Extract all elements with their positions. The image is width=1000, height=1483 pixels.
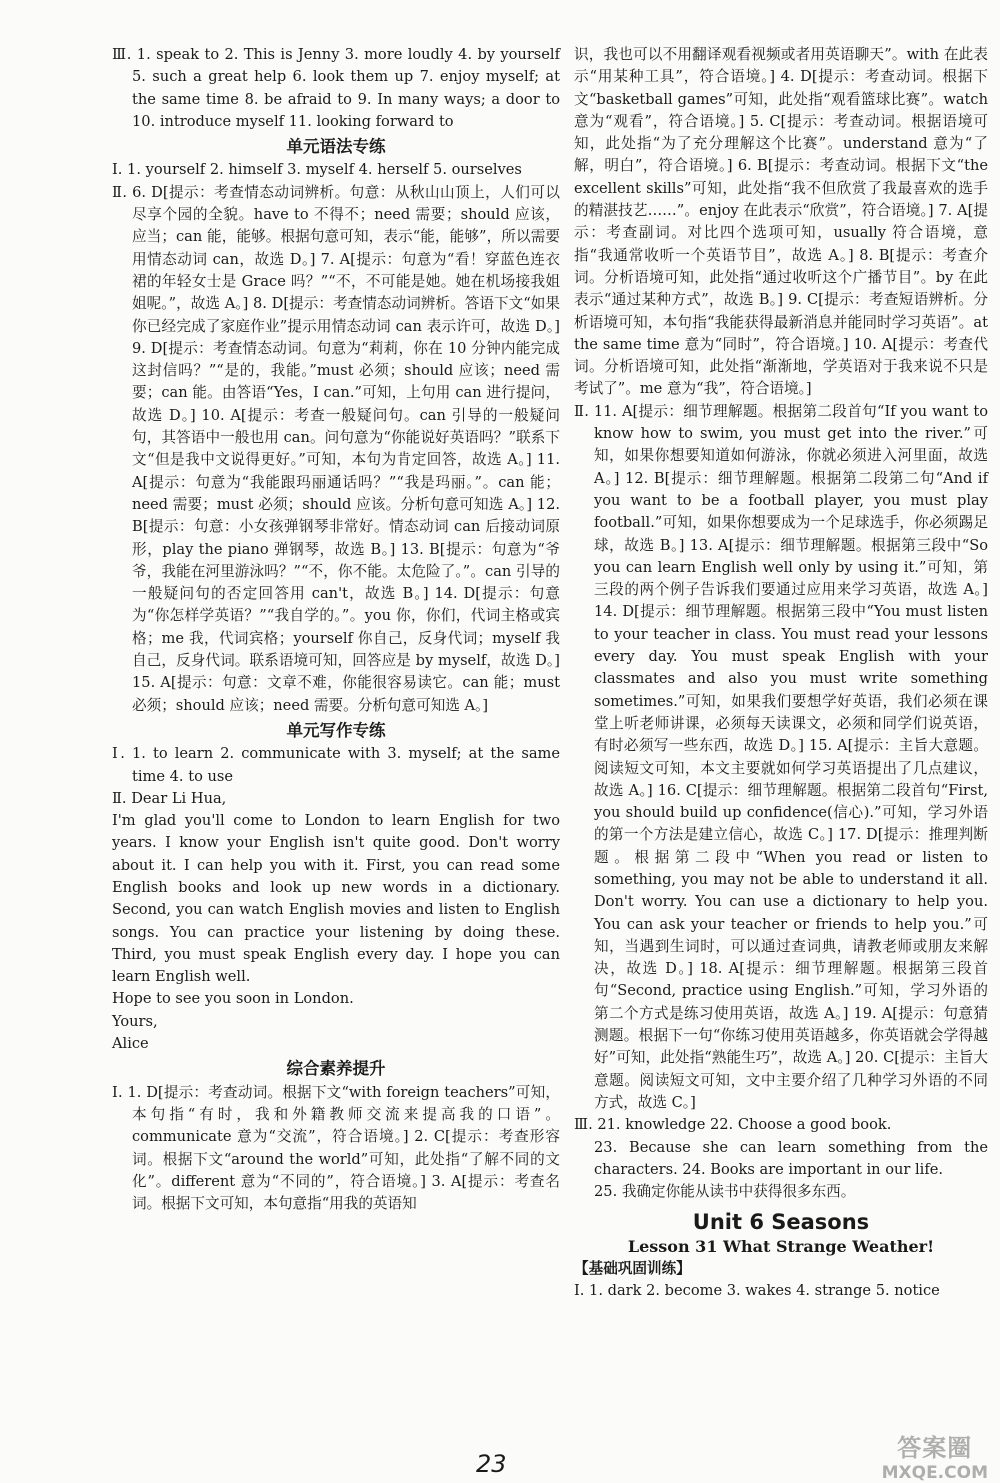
basic-part-i: Ⅰ. 1. dark 2. become 3. wakes 4. strange 5. notice (574, 1282, 940, 1300)
unit-title: Unit 6 Seasons (692, 1210, 870, 1235)
grammar-part-ii: Ⅱ. 6. D[提示：考查情态动词辨析。句意：从秋山山顶上，人们可以尽享个园的全貌。have to 不得不；need 需要；should 应该，应当；can 能，能够。根据句意可知，表示“能，能够”，所以需要用情态动词 can，故选 D。] 7. A[提示：句意为“看！穿蓝色连衣裙的年轻女士是 Grace 吗？”“不，不可能是她。她在机场接我姐姐呢。”，故选 A。] 8. D[提示：考查情态动词辨析。答语下文“如果你已经完成了家庭作业”提示用情态动词 can 表示许可，故选 D。] 9. D[提示：考查情态动词。句意为“莉莉，你在 10 分钟内能完成这封信吗？”“是的，我能。”must 必须；should 应该；need 需要；can 能。由答语“Yes，I can.”可知，上句用 can 进行提问，故选 D。] 10. A[提示：考查一般疑问句。can 引导的一般疑问句，其答语中一般也用 can。问句意为“你能说好英语吗？”联系下文“但是我中文说得更好。”可知，本句为肯定回答，故选 A。] 11. A[提示：句意为“我能跟玛丽通话吗？”“我是玛丽。”。can 能；need 需要；must 必须；should 应该。分析句意可知选 A。] 12. B[提示：句意：小女孩弹钢琴非常好。情态动词 can 后接动词原形，play the piano 弹钢琴，故选 B。] 13. B[提示：句意为“爷爷，我能在河里游泳吗？”“不，你不能。太危险了。”。can 引导的一般疑问句的否定回答用 can't，故选 B。] 14. D[提示：句意为“你怎样学英语？”“我自学的。”。you 你，你们，代词主格或宾格；me 我，代词宾格；yourself 你自己，反身代词；myself 我自己，反身代词。联系语境可知，回答应是 by myself，故选 D。] 15. A[提示：句意：文章不难，你能很容易读它。can 能；must 必须；should 应该；need 需要。分析句意可知选 A。] (112, 183, 560, 714)
part-iii-23-24: 23. Because she can learn something from the characters. 24. Books are important in our life. (594, 1138, 988, 1178)
watermark-text-cn: 答案圈 (897, 1434, 973, 1462)
heading-unit-grammar: 单元语法专练 (286, 137, 386, 157)
grammar-part-i: Ⅰ. 1. yourself 2. himself 3. myself 4. herself 5. ourselves (112, 161, 522, 179)
watermark-logo (882, 1428, 988, 1483)
lesson-title: Lesson 31 What Strange Weather! (627, 1236, 935, 1256)
heading-comprehensive: 综合素养提升 (286, 1059, 386, 1079)
section-iii-phrases: Ⅲ. 1. speak to 2. This is Jenny 3. more loudly 4. by yourself 5. such a great help 6. look them up 7. enjoy myself; at the same time 8. be afraid to 9. In many ways; a door to 10. introduce myself 11. looking forward to (112, 46, 560, 130)
heading-unit-writing: 单元写作专练 (286, 720, 386, 740)
writing-letter-body: I'm glad you'll come to London to learn English for two years. I know your English isn't quite good. Don't worry about it. I can help you with it. First, you can read some English books and look up new words in a dictionary. Second, you can watch English movies and listen to English songs. You can practice your listening by doing these. Third, you must speak English every day. I hope you can learn English well. (112, 812, 560, 986)
reading-part-ii: Ⅱ. 11. A[提示：细节理解题。根据第二段首句“If you want to know how to swim, you must get into the river.”可知，如果你想要知道如何游泳，你就必须进入河里面，故选 A。] 12. B[提示：细节理解题。根据第二段第二句“And if you want to be a football player, you must play football.”可知，如果你想要成为一个足球选手，你必须踢足球，故选 B。] 13. A[提示：细节理解题。根据第三段中“So you can learn English well only by using it.”可知，第三段的两个例子告诉我们要通过应用来学习英语，故选 A。] 14. D[提示：细节理解题。根据第三段中“You must listen to your teacher in class. You must read your lessons every day. You must speak English with your classmates and also you must write something sometimes.”可知，如果我们要想学好英语，我们必须在课堂上听老师讲课，必须每天读课文，必须和同学们说英语，有时必须写一些东西，故选 D。] 15. A[提示：主旨大意题。阅读短文可知，本文主要就如何学习英语提出了几点建议，故选 A。] 16. C[提示：细节理解题。根据第二段首句“First, you should build up confidence(信心).”可知，学习外语的第一个方法是建立信心，故选 C。] 17. D[提示：推理判断题。根据第二段中“When you read or listen to something, you may not be able to understand it all. Don't worry. You can use a dictionary to help you. You can ask your teacher or friends to help you.”可知，当遇到生词时，可以通过查词典，请教老师或朋友来解决，故选 D。] 18. A[提示：细节理解题。根据第三段首句“Second, practice using English.”可知，学习外语的第二个方式是练习使用英语，故选 A。] 19. A[提示：句意猜测题。根据下一句“你练习使用英语越多，你英语就会学得越好”可知，此处指“熟能生巧”，故选 A。] 20. C[提示：主旨大意题。阅读短文可知，文中主要介绍了几种学习外语的不同方式，故选 C。] (574, 402, 988, 1111)
writing-letter-signature: Alice (112, 1035, 149, 1053)
writing-letter-closing: Hope to see you soon in London. (112, 990, 354, 1008)
comprehensive-part-i-cont: 识，我也可以不用翻译观看视频或者用英语聊天”。with 在此表示“用某种工具”，符合语境。] 4. D[提示：考查动词。根据下文“basketball games”可知，此处指“观看篮球比赛”。watch 意为“观看”，符合语境。] 5. C[提示：考查动词。根据语境可知，此处指“为了充分理解这个比赛”。understand 意为“了解，明白”，符合语境。] 6. B[提示：考查动词。根据下文“the excellent skills”可知，此处指“我不但欣赏了我最喜欢的选手的精湛技艺……”。enjoy 在此表示“欣赏”，符合语境。] 7. A[提示：考查副词。对比四个选项可知，usually 符合语境，意指“我通常收听一个英语节目”，故选 A。] 8. B[提示：考查介词。分析语境可知，此处指“通过收听这个广播节目”。by 在此表示“通过某种方式”，故选 B。] 9. C[提示：考查短语辨析。分析语境可知，本句指“我能获得最新消息并能同时学习英语”。at the same time 意为“同时”，符合语境。] 10. A[提示：考查代词。分析语境可知，此处指“渐渐地，学英语对于我来说不只是考试了”。me 意为“我”，符合语境。] (574, 46, 988, 398)
right-column (574, 44, 988, 1303)
writing-letter-salutation: Ⅱ. Dear Li Hua, (112, 789, 227, 807)
left-column (112, 44, 560, 1215)
writing-letter-yours: Yours, (112, 1012, 158, 1030)
writing-part-i: Ⅰ. 1. to learn 2. communicate with 3. myself; at the same time 4. to use (112, 745, 560, 785)
basic-training-label: 【基础巩固训练】 (574, 1260, 691, 1278)
watermark-text-url: MXQE.COM (881, 1463, 988, 1483)
page-number: 23 (476, 1450, 507, 1478)
comprehensive-part-i: Ⅰ. 1. D[提示：考查动词。根据下文“with foreign teachers”可知，本句指“有时，我和外籍教师交流来提高我的口语”。communicate 意为“交流”，符合语境。] 2. C[提示：考查形容词。根据下文“around the world”可知，此处指“了解不同的文化”。different 意为“不同的”，符合语境。] 3. A[提示：考查名词。根据下文可知，本句意指“用我的英语知 (112, 1083, 560, 1213)
part-iii-21-22: Ⅲ. 21. knowledge 22. Choose a good book. (574, 1116, 892, 1134)
part-iii-25: 25. 我确定你能从读书中获得很多东西。 (594, 1183, 856, 1201)
